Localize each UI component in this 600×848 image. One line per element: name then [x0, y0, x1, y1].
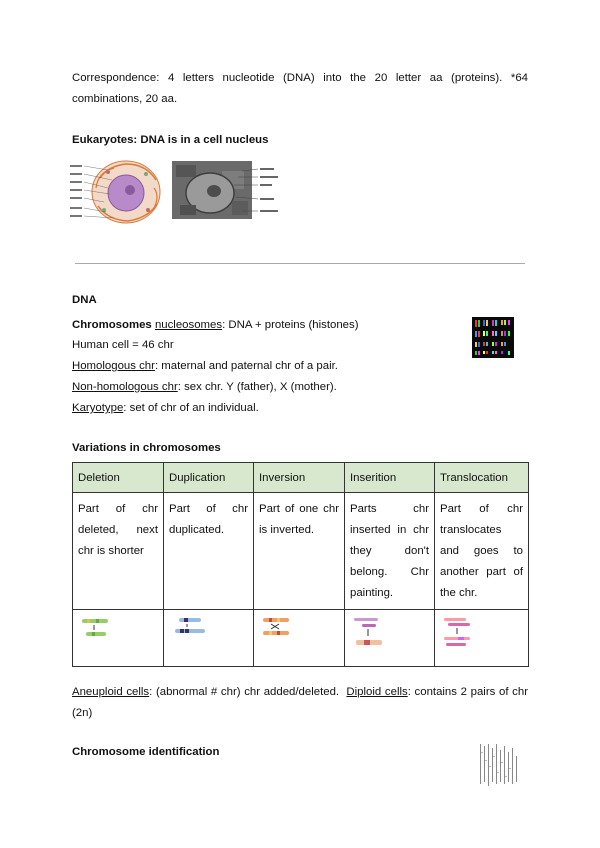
column-header-deletion: Deletion	[73, 463, 164, 493]
intro-paragraph	[72, 68, 528, 110]
homologous-term: Homologous chr	[72, 360, 155, 372]
nucleosomes-term: nucleosomes	[154, 319, 223, 331]
deletion-description: Part of chr deleted, next chr is shorter	[73, 493, 164, 610]
duplication-diagram-cell	[164, 610, 254, 667]
human-cell-line: Human cell = 46 chr	[72, 339, 174, 351]
karyotype-definition: : set of chr of an individual.	[123, 402, 259, 414]
insertion-description: Parts chr inserted in chr they don't belong. Chr painting.	[345, 493, 435, 610]
cell-diagram-image	[68, 158, 164, 226]
variations-heading: Variations in chromosomes	[72, 442, 221, 454]
karyotype-image	[472, 317, 514, 358]
intro-text: Correspondence: 4 letters nucleotide (DNA) into the 20 letter aa (proteins). *64 combinations, 20 aa.	[72, 72, 528, 105]
column-header-inversion: Inversion	[254, 463, 345, 493]
insertion-diagram-cell	[345, 610, 435, 667]
diploid-definition: : contains 2 pairs of chr (2n)	[72, 686, 528, 719]
ploidy-paragraph	[72, 682, 528, 724]
table-row	[73, 610, 529, 667]
chromosomes-label: Chromosomes	[72, 319, 152, 331]
non-homologous-line	[72, 377, 337, 398]
aneuploid-definition: : (abnormal # chr) chr added/deleted.	[149, 686, 340, 698]
inversion-description: Part of one chr is inverted.	[254, 493, 345, 610]
column-header-insertion: Inserition	[345, 463, 435, 493]
section-divider	[75, 263, 525, 264]
table-row	[73, 493, 529, 610]
dna-chromosomes-line	[72, 315, 452, 336]
deletion-diagram-cell	[73, 610, 164, 667]
karyotype-term: Karyotype	[72, 402, 124, 414]
homologous-definition: : maternal and paternal chr of a pair.	[154, 360, 338, 372]
variations-table	[72, 462, 529, 667]
non-homologous-term: Non-homologous chr	[72, 381, 178, 393]
translocation-description: Part of chr translocates and goes to another part of the chr.	[435, 493, 529, 610]
inversion-diagram-image	[259, 616, 299, 640]
aneuploid-term: Aneuploid cells	[72, 686, 150, 698]
inversion-diagram-cell	[254, 610, 345, 667]
karyotype-line	[72, 398, 259, 419]
non-homologous-definition: : sex chr. Y (father), X (mother).	[177, 381, 337, 393]
homologous-line	[72, 356, 338, 377]
translocation-diagram-cell	[435, 610, 529, 667]
column-header-translocation: Translocation	[435, 463, 529, 493]
dna-heading: DNA	[72, 294, 97, 306]
duplication-description: Part of chr duplicated.	[164, 493, 254, 610]
nucleus-micrograph-image	[172, 161, 282, 219]
diploid-term: Diploid cells	[346, 686, 408, 698]
deletion-diagram-image	[78, 616, 118, 640]
nucleosomes-definition: : DNA + proteins (histones)	[222, 319, 359, 331]
insertion-diagram-image	[350, 616, 390, 652]
chromosome-identification-image	[478, 742, 520, 790]
translocation-diagram-image	[440, 616, 480, 652]
column-header-duplication: Duplication	[164, 463, 254, 493]
duplication-diagram-image	[169, 616, 209, 640]
chromosome-identification-heading: Chromosome identification	[72, 746, 220, 758]
eukaryotes-heading: Eukaryotes: DNA is in a cell nucleus	[72, 134, 269, 146]
table-header-row	[73, 463, 529, 493]
